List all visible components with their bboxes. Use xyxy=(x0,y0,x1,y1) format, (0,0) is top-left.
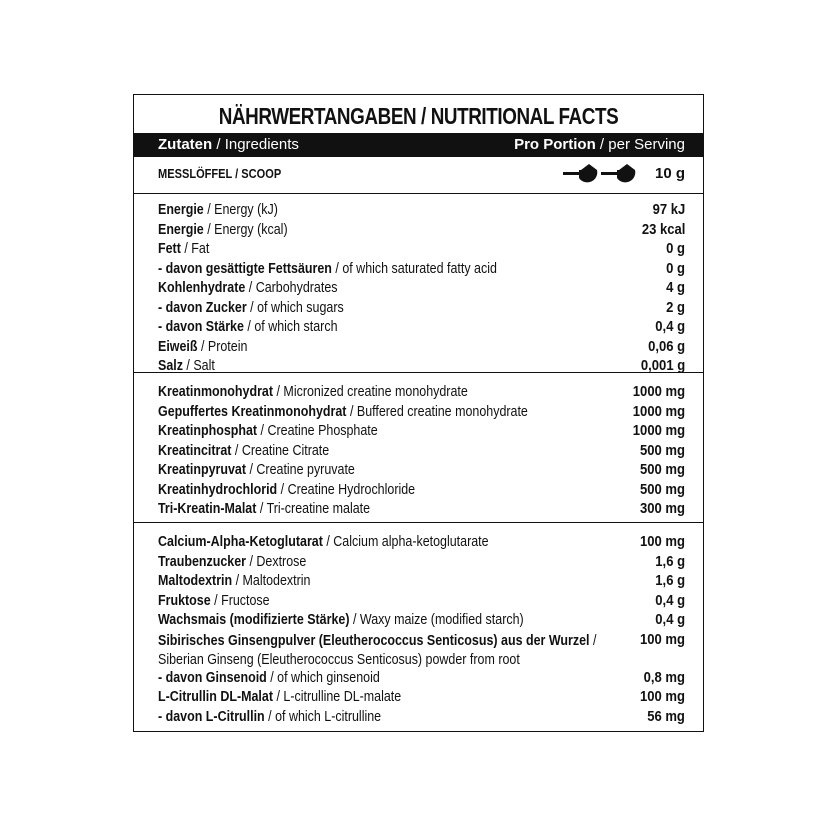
row-name-de: - davon L-Citrullin xyxy=(158,708,265,725)
row-name-en: Tri-creatine malate xyxy=(266,501,371,517)
row-name: Fruktose / Fructose xyxy=(158,592,270,609)
row-name: Fett / Fat xyxy=(158,241,210,257)
portion-header: Pro Portion / per Serving xyxy=(514,136,685,153)
table-row xyxy=(134,279,703,299)
table-row xyxy=(134,669,703,689)
row-value: 0 g xyxy=(666,241,685,257)
table-row xyxy=(134,383,703,403)
scoop-icon xyxy=(563,164,643,186)
row-name: Kreatinhydrochlorid / Creatine Hydrochloride xyxy=(158,481,416,498)
row-name: - davon gesättigte Fettsäuren / of which saturated fatty acid xyxy=(158,260,497,277)
row-name-en: Carbohydrates xyxy=(255,280,338,296)
row-value: 0,4 g xyxy=(655,592,685,609)
section-creatine xyxy=(134,375,703,523)
row-name-en: Siberian Ginseng (Eleutherococcus Senticosus) powder from root xyxy=(158,651,520,668)
row-name: Energie / Energy (kcal) xyxy=(158,221,288,238)
row-name-de: - davon gesättigte Fettsäuren xyxy=(158,260,332,277)
row-value: 100 mg xyxy=(640,631,685,648)
row-value: 0,4 g xyxy=(655,319,685,335)
row-name: Kreatinmonohydrat / Micronized creatine monohydrate xyxy=(158,384,468,400)
table-row xyxy=(134,240,703,260)
table-row xyxy=(134,688,703,708)
section-nutrition xyxy=(134,195,703,373)
row-value: 0,4 g xyxy=(655,612,685,628)
row-name: Traubenzucker / Dextrose xyxy=(158,553,307,570)
row-value: 0,8 mg xyxy=(643,669,685,686)
table-row xyxy=(134,572,703,592)
row-name: Wachsmais (modifizierte Stärke) / Waxy maize (modified starch) xyxy=(158,612,524,628)
row-name-de: Traubenzucker xyxy=(158,553,247,570)
table-row xyxy=(134,260,703,280)
row-name-de: Tri-Kreatin-Malat xyxy=(158,501,257,517)
row-value: 0 g xyxy=(666,260,685,277)
row-name-en: Creatine Hydrochloride xyxy=(287,481,416,498)
table-row xyxy=(134,442,703,462)
row-name: Eiweiß / Protein xyxy=(158,338,248,355)
table-row xyxy=(134,201,703,221)
row-name-de: Eiweiß xyxy=(158,338,198,355)
row-name: Kreatinpyruvat / Creatine pyruvate xyxy=(158,462,355,478)
row-name: Kohlenhydrate / Carbohydrates xyxy=(158,280,338,296)
row-value: 23 kcal xyxy=(641,221,685,238)
table-row xyxy=(134,533,703,553)
scoop-value: 10 g xyxy=(654,165,685,182)
row-name-en: Maltodextrin xyxy=(242,573,311,589)
row-name: Kreatinphosphat / Creatine Phosphate xyxy=(158,423,378,439)
table-row xyxy=(134,461,703,481)
row-name: Gepuffertes Kreatinmonohydrat / Buffered creatine monohydrate xyxy=(158,403,528,420)
row-value: 300 mg xyxy=(640,501,685,517)
row-name: Calcium-Alpha-Ketoglutarat / Calcium alpha-ketoglutarate xyxy=(158,534,489,550)
row-name: Salz / Salt xyxy=(158,358,215,374)
row-name-de: Fruktose xyxy=(158,592,211,609)
table-row xyxy=(134,338,703,358)
row-name: - davon L-Citrullin / of which L-citrulline xyxy=(158,708,382,725)
row-value: 1000 mg xyxy=(632,423,685,439)
row-name: - davon Ginsenoid / of which ginsenoid xyxy=(158,669,380,686)
row-name-en: Buffered creatine monohydrate xyxy=(356,403,528,420)
table-row xyxy=(134,299,703,319)
row-name-en: Energy (kJ) xyxy=(214,202,278,218)
row-name-en: Energy (kcal) xyxy=(214,221,288,238)
table-row xyxy=(134,422,703,442)
row-name-en: Creatine Citrate xyxy=(241,442,330,459)
row-name: - davon Stärke / of which starch xyxy=(158,319,338,335)
table-row xyxy=(134,631,703,669)
row-name: L-Citrullin DL-Malat / L-citrulline DL-malate xyxy=(158,689,402,705)
row-value: 100 mg xyxy=(640,534,685,550)
row-name-en: Creatine pyruvate xyxy=(256,462,355,478)
row-value: 1,6 g xyxy=(655,573,685,589)
scoop-row xyxy=(134,157,703,194)
row-name-en: Creatine Phosphate xyxy=(267,423,378,439)
row-name: Maltodextrin / Maltodextrin xyxy=(158,573,311,589)
table-row xyxy=(134,592,703,612)
table-row xyxy=(134,708,703,728)
row-name: Sibirisches Ginsengpulver (Eleutherococcus Senticosus) aus der Wurzel / Siberian Ginseng (Eleutherococcus Senticosus) powder from root xyxy=(158,632,597,668)
row-value: 56 mg xyxy=(647,708,685,725)
row-value: 1,6 g xyxy=(655,553,685,570)
row-name-de: Sibirisches Ginsengpulver (Eleutherococcus Senticosus) aus der Wurzel xyxy=(158,632,590,649)
row-name-de: L-Citrullin DL-Malat xyxy=(158,689,273,705)
table-row xyxy=(134,553,703,573)
row-name-en: Salt xyxy=(193,358,215,374)
nutrition-facts-panel xyxy=(133,94,704,732)
table-row xyxy=(134,221,703,241)
table-row xyxy=(134,481,703,501)
row-value: 0,06 g xyxy=(648,338,685,355)
row-name-de: Kreatinhydrochlorid xyxy=(158,481,278,498)
row-value: 500 mg xyxy=(640,442,685,459)
table-row xyxy=(134,318,703,338)
section-other xyxy=(134,525,703,733)
row-name-en: of which L-citrulline xyxy=(275,708,382,725)
row-value: 100 mg xyxy=(640,689,685,705)
table-row xyxy=(134,403,703,423)
row-name-en: of which starch xyxy=(254,319,338,335)
row-name-de: Wachsmais (modifizierte Stärke) xyxy=(158,612,350,628)
row-name-en: of which saturated fatty acid xyxy=(342,260,497,277)
row-name-de: Fett xyxy=(158,241,181,257)
row-name-en: L-citrulline DL-malate xyxy=(283,689,402,705)
row-name-en: of which ginsenoid xyxy=(277,669,380,686)
row-value: 0,001 g xyxy=(640,358,685,374)
row-name-de: Kreatinpyruvat xyxy=(158,462,247,478)
row-name-de: Maltodextrin xyxy=(158,573,233,589)
header-bar xyxy=(134,133,703,157)
row-value: 1000 mg xyxy=(632,384,685,400)
row-name-de: Gepuffertes Kreatinmonohydrat xyxy=(158,403,347,420)
row-name: Kreatincitrat / Creatine Citrate xyxy=(158,442,330,459)
row-name-de: Energie xyxy=(158,202,204,218)
table-row xyxy=(134,500,703,520)
row-name-de: - davon Zucker xyxy=(158,299,247,316)
row-name-en: Dextrose xyxy=(256,553,307,570)
row-name-en: Fat xyxy=(191,241,210,257)
row-name-en: Fructose xyxy=(221,592,270,609)
row-name: - davon Zucker / of which sugars xyxy=(158,299,344,316)
row-name-en: Calcium alpha-ketoglutarate xyxy=(333,534,489,550)
panel-title: NÄHRWERTANGABEN / NUTRITIONAL FACTS xyxy=(218,103,619,129)
row-name-en: of which sugars xyxy=(257,299,344,316)
row-value: 2 g xyxy=(666,299,685,316)
scoop-label: MESSLÖFFEL / SCOOP xyxy=(158,166,282,181)
row-name: Energie / Energy (kJ) xyxy=(158,202,278,218)
row-name: Tri-Kreatin-Malat / Tri-creatine malate xyxy=(158,501,371,517)
row-value: 4 g xyxy=(666,280,685,296)
row-name-de: - davon Stärke xyxy=(158,319,244,335)
row-name-de: Calcium-Alpha-Ketoglutarat xyxy=(158,534,323,550)
row-name-de: Kreatincitrat xyxy=(158,442,232,459)
row-value: 500 mg xyxy=(640,462,685,478)
row-name-de: Kohlenhydrate xyxy=(158,280,246,296)
scoop-icons xyxy=(563,164,643,191)
row-name-de: - davon Ginsenoid xyxy=(158,669,267,686)
row-value: 500 mg xyxy=(640,481,685,498)
row-name-en: Protein xyxy=(207,338,248,355)
row-name-de: Salz xyxy=(158,358,183,374)
row-name-de: Kreatinmonohydrat xyxy=(158,384,274,400)
row-name-de: Kreatinphosphat xyxy=(158,423,258,439)
row-value: 1000 mg xyxy=(632,403,685,420)
row-value: 97 kJ xyxy=(652,202,685,218)
table-row xyxy=(134,611,703,631)
table-row xyxy=(134,357,703,377)
row-name-de: Energie xyxy=(158,221,204,238)
ingredients-header: Zutaten / Ingredients xyxy=(158,136,299,153)
row-name-en: Micronized creatine monohydrate xyxy=(283,384,468,400)
row-name-en: Waxy maize (modified starch) xyxy=(359,612,524,628)
